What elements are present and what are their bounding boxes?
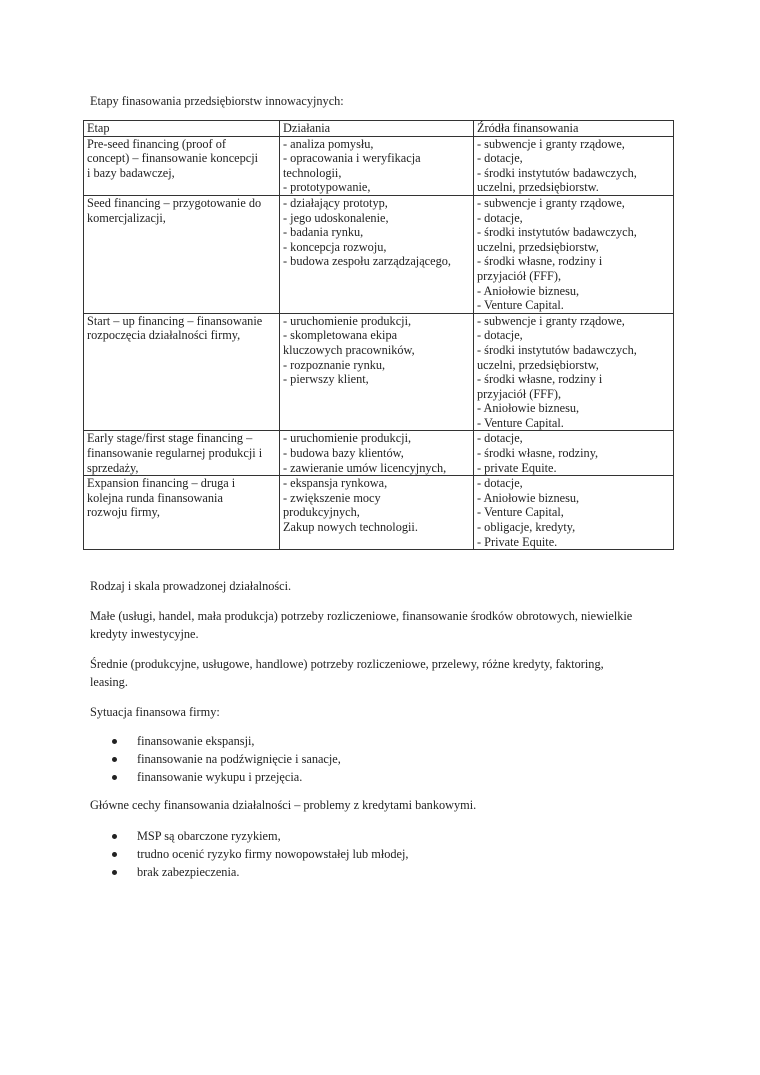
header-zrodla: Źródła finansowania [474,121,674,137]
list-item-text: MSP są obarczone ryzykiem, [137,829,281,843]
action-line: - rozpoznanie rynku, [283,357,386,372]
stage-line: kolejna runda finansowania [87,490,223,505]
source-line: - środki własne, rodziny i [477,372,603,387]
paragraph-line: leasing. [90,675,128,689]
action-line: - budowa bazy klientów, [283,446,404,461]
header-etap: Etap [84,121,280,137]
bullet-icon [112,870,117,875]
table-row [84,431,674,476]
paragraph-line: Małe (usługi, handel, mała produkcja) potrzeby rozliczeniowe, finansowanie środków obrotowych, niewielkie [90,609,633,623]
action-line: produkcyjnych, [283,505,360,520]
actions-cell [280,313,474,431]
stage-line: rozpoczęcia działalności firmy, [87,328,241,343]
stage-line: Seed financing – przygotowanie do [87,195,262,210]
list-item [90,750,341,768]
action-line: - budowa zespołu zarządzającego, [283,254,451,269]
source-line: - środki własne, rodziny, [477,446,599,461]
sources-cell [474,195,674,313]
source-line: - dotacje, [477,328,523,343]
header-dzialania: Działania [280,121,474,137]
source-line: przyjaciół (FFF), [477,386,562,401]
list-item [90,863,409,881]
stage-line: Expansion financing – druga i [87,476,236,491]
action-line: - uruchomienie produkcji, [283,313,412,328]
source-line: - środki instytutów badawczych, [477,342,637,357]
stage-cell [84,195,280,313]
list-item-text: finansowanie ekspansji, [137,734,255,748]
table-header-row [84,121,674,137]
stage-cell [84,431,280,476]
source-line: - dotacje, [477,151,523,166]
stage-line: i bazy badawczej, [87,165,175,180]
bullet-icon [112,757,117,762]
action-line: - skompletowana ekipa [283,328,398,343]
list-item-text: finansowanie na podźwignięcie i sanacje, [137,752,341,766]
source-line: uczelni, przedsiębiorstw. [477,180,599,195]
sources-cell [474,476,674,550]
source-line: - Aniołowie biznesu, [477,401,580,416]
source-line: - subwencje i granty rządowe, [477,136,625,151]
action-line: Zakup nowych technologii. [283,520,418,535]
source-line: - private Equite. [477,460,557,475]
actions-cell [280,431,474,476]
list-item-text: brak zabezpieczenia. [137,865,240,879]
actions-cell [280,195,474,313]
document-heading: Etapy finasowania przedsiębiorstw innowacyjnych: [90,94,344,108]
list-item [90,732,341,750]
list-item [90,845,409,863]
source-line: - środki instytutów badawczych, [477,165,637,180]
action-line: - ekspansja rynkowa, [283,476,388,491]
sources-cell [474,136,674,195]
source-line: - subwencje i granty rządowe, [477,195,625,210]
stage-cell [84,136,280,195]
list-item-text: finansowanie wykupu i przejęcia. [137,770,303,784]
stage-line: Start – up financing – finansowanie [87,313,263,328]
source-line: uczelni, przedsiębiorstw, [477,239,599,254]
stage-line: finansowanie regularnej produkcji i [87,446,263,461]
action-line: - pierwszy klient, [283,372,369,387]
action-line: kluczowych pracowników, [283,342,415,357]
paragraph-male [90,607,680,643]
stage-line: Pre-seed financing (proof of [87,136,226,151]
bullet-icon [112,739,117,744]
action-line: - jego udoskonalenie, [283,210,389,225]
bullet-icon [112,852,117,857]
stage-line: komercjalizacji, [87,210,166,225]
action-line: - koncepcja rozwoju, [283,239,387,254]
action-line: - prototypowanie, [283,180,371,195]
stage-line: concept) – finansowanie koncepcji [87,151,259,166]
action-line: - zawieranie umów licencyjnych, [283,460,447,475]
action-line: technologii, [283,165,342,180]
list-item [90,827,409,845]
source-line: - Aniołowie biznesu, [477,490,580,505]
action-line: - zwiększenie mocy [283,490,381,505]
financing-stages-table [83,120,674,550]
paragraph-line: kredyty inwestycyjne. [90,627,199,641]
list-item-text: trudno ocenić ryzyko firmy nowopowstałej lub młodej, [137,847,409,861]
table-row [84,136,674,195]
table-row [84,195,674,313]
stage-cell [84,313,280,431]
source-line: - Venture Capital. [477,415,564,430]
source-line: - dotacje, [477,476,523,491]
section-cechy: Główne cechy finansowania działalności – problemy z kredytami bankowymi. [90,798,477,812]
actions-cell [280,136,474,195]
source-line: - dotacje, [477,431,523,446]
source-line: - dotacje, [477,210,523,225]
paragraph-line: Średnie (produkcyjne, usługowe, handlowe) potrzeby rozliczeniowe, przelewy, różne kredyty, faktoring, [90,657,604,671]
source-line: przyjaciół (FFF), [477,268,562,283]
actions-cell [280,476,474,550]
table-row [84,313,674,431]
cechy-list [90,827,409,881]
action-line: - analiza pomysłu, [283,136,374,151]
stage-cell [84,476,280,550]
action-line: - działający prototyp, [283,195,388,210]
stage-line: Early stage/first stage financing – [87,431,253,446]
sources-cell [474,431,674,476]
section-sytuacja: Sytuacja finansowa firmy: [90,705,220,719]
source-line: - środki własne, rodziny i [477,254,603,269]
source-line: - obligacje, kredyty, [477,520,576,535]
action-line: - opracowania i weryfikacja [283,151,421,166]
paragraph-srednie [90,655,680,691]
action-line: - badania rynku, [283,225,364,240]
source-line: - Venture Capital. [477,298,564,313]
sytuacja-list [90,732,341,786]
source-line: - środki instytutów badawczych, [477,225,637,240]
stage-line: sprzedaży, [87,460,139,475]
stage-line: rozwoju firmy, [87,505,160,520]
source-line: - subwencje i granty rządowe, [477,313,625,328]
source-line: - Venture Capital, [477,505,564,520]
sources-cell [474,313,674,431]
table-row [84,476,674,550]
bullet-icon [112,834,117,839]
bullet-icon [112,775,117,780]
source-line: - Private Equite. [477,534,558,549]
list-item [90,768,341,786]
section-rodzaj: Rodzaj i skala prowadzonej działalności. [90,579,292,593]
source-line: uczelni, przedsiębiorstw, [477,357,599,372]
action-line: - uruchomienie produkcji, [283,431,412,446]
source-line: - Aniołowie biznesu, [477,283,580,298]
